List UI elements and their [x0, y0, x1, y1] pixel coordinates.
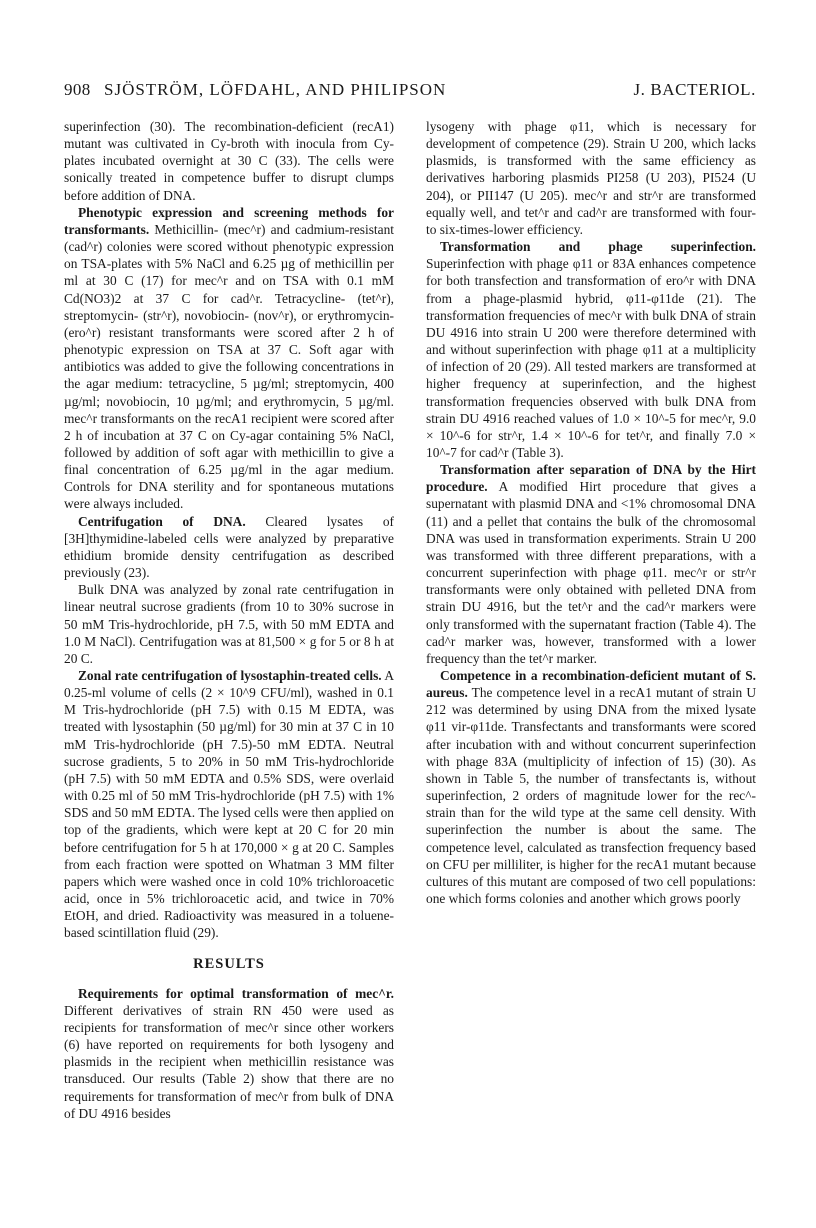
paragraph-heading: Zonal rate centrifugation of lysostaphin-treated cells.	[78, 668, 382, 683]
paragraph	[64, 204, 394, 513]
paragraph-heading: Phenotypic expression and screening methods for transformants.	[64, 204, 394, 237]
running-authors: SJÖSTRÖM, LÖFDAHL, AND PHILIPSON	[104, 80, 447, 99]
paragraph-heading: Centrifugation of DNA.	[78, 513, 246, 529]
paragraph	[64, 513, 394, 582]
paragraph: superinfection (30). The recombination-deficient (recA1) mutant was cultivated in Cy-broth with inocula from Cy-plates incubated overnight at 30 C (33). The cells were sonically treated in competence buffer to disrupt clumps before addition of DNA.	[64, 119, 394, 203]
paragraph	[426, 461, 756, 667]
paragraph: lysogeny with phage φ11, which is necessary for development of competence (29). Strain U 200, which lacks plasmids, is transformed with the same efficiency as derivatives harboring plasmids PI258 (U 203), PI524 (U 204), or PII147 (U 205). mec^r and str^r are transformed equally well, and tet^r and cad^r are transformed with four- to six-times-lower efficiency.	[426, 119, 756, 237]
paragraph	[64, 667, 394, 942]
paragraph-body: A 0.25-ml volume of cells (2 × 10^9 CFU/ml), washed in 0.1 M Tris-hydrochloride (pH 7.5) with 0.15 M EDTA, was treated with lysostaphin (50 µg/ml) for 30 min at 37 C in 10 mM Tris-hydrochloride (pH 7.5)-50 mM EDTA. Neutral sucrose gradients, 5 to 20% in 50 mM Tris-hydrochloride (pH 7.5) with 50 mM EDTA and 0.5% SDS, were overlaid with 0.25 ml of 50 mM Tris-hydrochloride (pH 7.5) with 1% SDS and 50 mM EDTA. The lysed cells were then applied on top of the gradients, which were kept at 20 C for 20 min before centrifugation for 5 h at 170,000 × g at 20 C. Samples from each fraction were spotted on Whatman 3 MM filter papers which were washed once in cold 10% trichloroacetic acid, once in 5% trichloroacetic acid, and twice in 70% EtOH, and dried. Radioactivity was measured in a toluene-based scintillation fluid (29).	[64, 668, 394, 941]
paragraph-body: A modified Hirt procedure that gives a supernatant with plasmid DNA and <1% chromosomal DNA (11) and a pellet that contains the bulk of the chromosomal DNA was used in transformation experiments. Strain U 200 was transformed with three different preparations, with a concurrent superinfection with phage φ11. mec^r or str^r transformants were only obtained with pelleted DNA from strain DU 4916, but the tet^r and the cad^r markers were only transformed with the supernatant fraction (Table 4). The cad^r marker was, however, transformed with a lower frequency than the tet^r marker.	[426, 479, 756, 666]
left-column	[64, 118, 394, 1122]
paragraph-heading: Transformation after separation of DNA by the Hirt procedure.	[426, 462, 756, 495]
paragraph-heading: Transformation and phage superinfection.	[440, 239, 756, 255]
paragraph	[426, 667, 756, 907]
running-header	[64, 80, 756, 104]
paragraph	[64, 985, 394, 1122]
paragraph-heading: Requirements for optimal transformation of mec^r.	[78, 985, 394, 1001]
paragraph-heading: Competence in a recombination-deficient mutant of S. aureus.	[426, 668, 756, 701]
section-heading-results: RESULTS	[193, 955, 265, 972]
journal-name: J. BACTERIOL.	[633, 80, 756, 99]
paragraph-body: Different derivatives of strain RN 450 were used as recipients for transformation of mec^r since other workers (6) have reported on requirements for both lysogeny and plasmids in the recipient when methicillin resistance was transduced. Our results (Table 2) show that there are no requirements for transformation of mec^r from bulk of DNA of DU 4916 besides	[64, 1002, 394, 1121]
paragraph	[426, 238, 756, 461]
paragraph-body: The competence level in a recA1 mutant of strain U 212 was determined by using DNA from the mixed lysate φ11 vir-φ11de. Transfectants and transformants were scored after incubation with and without concurrent superinfection with phage 83A (multiplicity of infection of 15) (30). As shown in Table 5, the number of transfectants is, without superinfection, 2 orders of magnitude lower for the rec^- strain than for the wild type at the same cell density. With superinfection the number is about the same. The competence level, calculated as transfection frequency based on CFU per milliliter, is higher for the recA1 mutant because cultures of this mutant are composed of two cell populations: one which forms colonies and another which grows poorly	[426, 685, 756, 907]
paragraph-body: Methicillin- (mec^r) and cadmium-resistant (cad^r) colonies were scored without phenotypic expression on TSA-plates with 5% NaCl and 6.25 µg of methicillin per ml at 30 C (17) for mec^r and on TSA with 0.1 mM Cd(NO3)2 at 37 C for cad^r. Tetracycline- (tet^r), streptomycin- (str^r), novobiocin- (nov^r), or erythromycin- (ero^r) resistant transformants were scored after 2 h of phenotypic expression on TSA at 37 C. Soft agar with antibiotics was added to give the following concentrations in the agar medium: tetracycline, 5 µg/ml; streptomycin, 400 µg/ml; novobiocin, 10 µg/ml; and erythromycin, 5 µg/ml. mec^r transformants on the recA1 recipient were scored after 2 h of incubation at 37 C on Cy-agar containing 5% NaCl, followed by addition of soft agar with methicillin to give a final concentration of 6.25 µg/ml in the agar medium. Controls for DNA sterility and for spontaneous mutations were always included.	[64, 221, 394, 512]
paragraph-body: Superinfection with phage φ11 or 83A enhances competence for both transfection and transformation of ero^r with DNA from a phage-plasmid hybrid, φ11-φ11de (21). The transformation frequencies of mec^r with bulk DNA of strain DU 4916 into strain U 200 were therefore determined with and without superinfection with phage φ11 at a multiplicity of infection of 20 (29). All tested markers are transformed at higher frequency at superinfection, and the highest transformation frequencies observed with bulk DNA from strain DU 4916 reached values of 1.0 × 10^-5 for mec^r, 9.0 × 10^-6 for str^r, 1.4 × 10^-6 for tet^r, and finally 7.0 × 10^-7 for cad^r (Table 3).	[426, 256, 756, 460]
paragraph-body: Cleared lysates of [3H]thymidine-labeled cells were analyzed by preparative ethidium bromide density centrifugation as described previously (23).	[64, 513, 394, 581]
page-number: 908	[64, 80, 91, 99]
paragraph: Bulk DNA was analyzed by zonal rate centrifugation in linear neutral sucrose gradients (from 10 to 30% sucrose in 50 mM Tris-hydrochloride, pH 7.5, with 50 mM EDTA and 1.0 M NaCl). Centrifugation was at 81,500 × g for 5 or 8 h at 20 C.	[64, 582, 394, 666]
right-column	[426, 118, 756, 907]
